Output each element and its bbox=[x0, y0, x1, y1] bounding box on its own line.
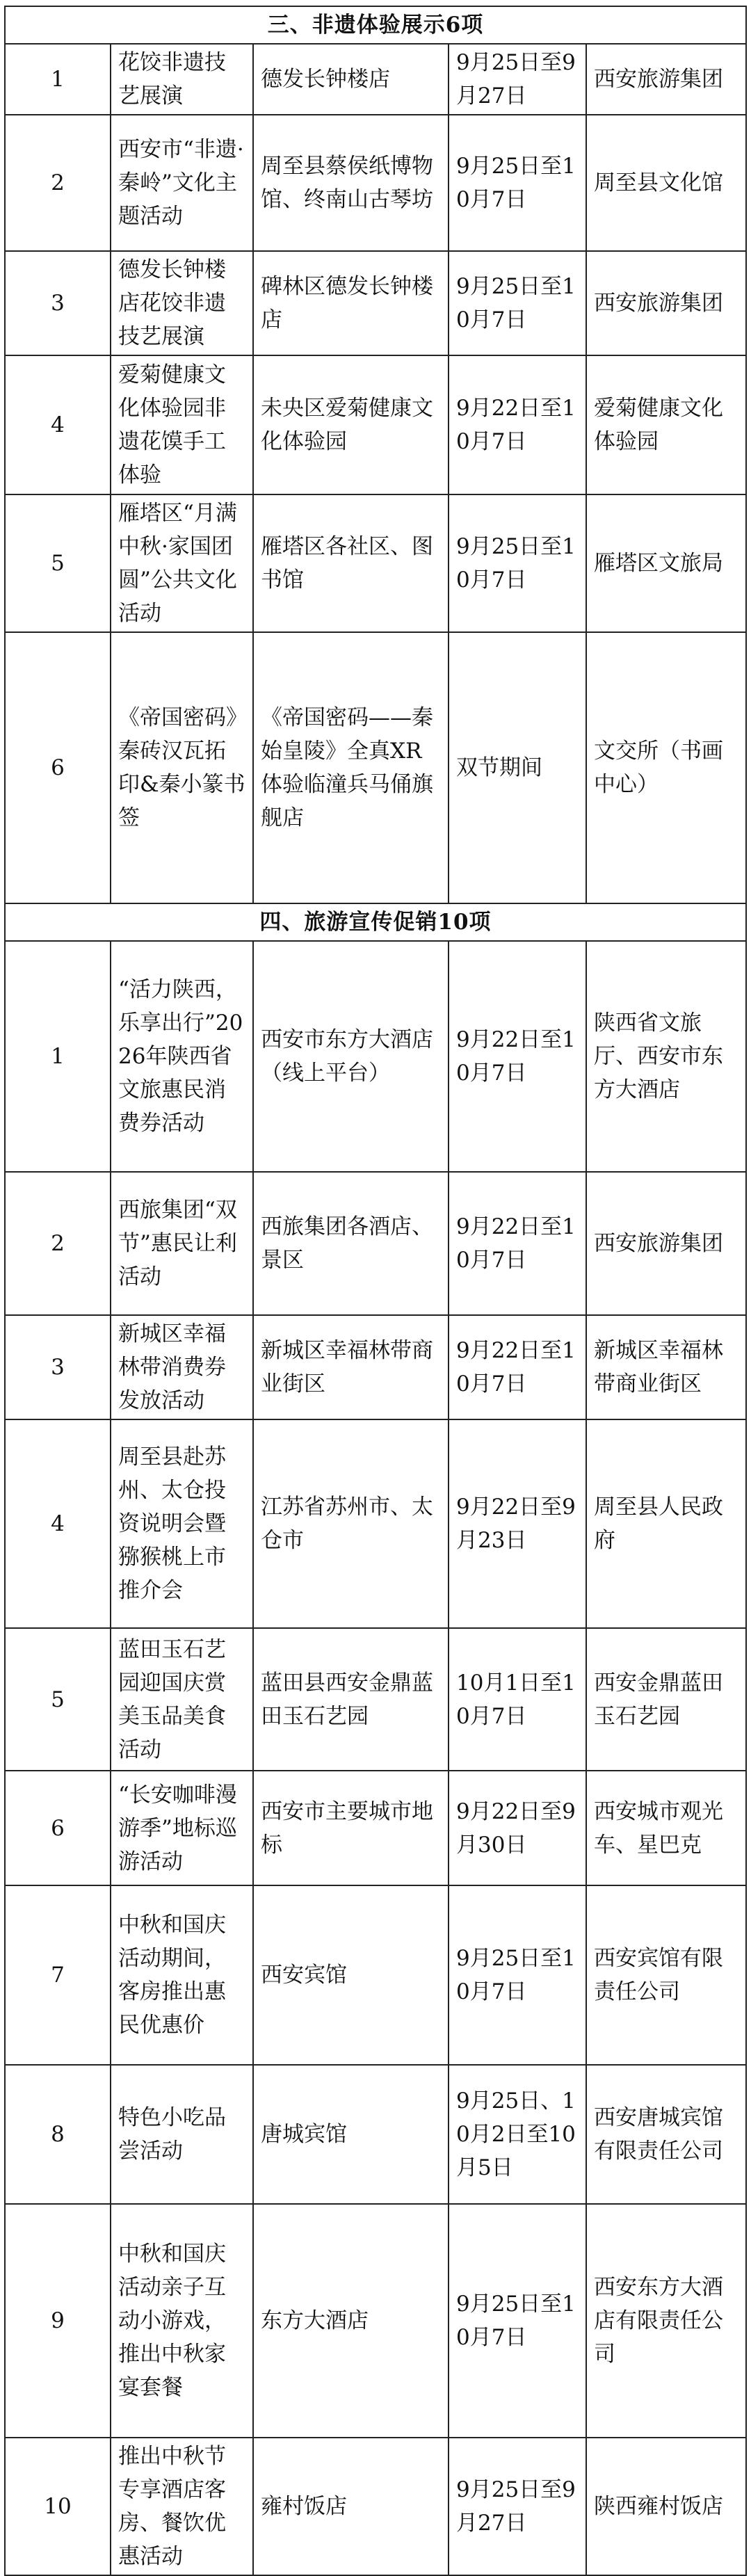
activity-place: 《帝国密码——秦始皇陵》全真XR体验临潼兵马俑旗舰店 bbox=[253, 632, 449, 903]
row-number: 7 bbox=[5, 1885, 111, 2065]
activity-name: 特色小吃品尝活动 bbox=[111, 2065, 253, 2204]
activity-time: 9月22日至10月7日 bbox=[449, 1315, 586, 1419]
activity-name: “长安咖啡漫游季”地标巡游活动 bbox=[111, 1771, 253, 1885]
activity-name: 西安市“非遗·秦岭”文化主题活动 bbox=[111, 115, 253, 251]
activity-time: 9月25日至10月7日 bbox=[449, 1885, 586, 2065]
activity-place: 东方大酒店 bbox=[253, 2204, 449, 2438]
table-row bbox=[5, 941, 746, 1172]
activity-time: 9月22日至10月7日 bbox=[449, 1172, 586, 1315]
activity-name: 蓝田玉石艺园迎国庆赏美玉品美食活动 bbox=[111, 1628, 253, 1771]
activity-organizer: 西安宾馆有限责任公司 bbox=[586, 1885, 746, 2065]
table-row bbox=[5, 355, 746, 494]
activity-place: 未央区爱菊健康文化体验园 bbox=[253, 355, 449, 494]
activity-time: 10月1日至10月7日 bbox=[449, 1628, 586, 1771]
activity-time: 9月25日至10月7日 bbox=[449, 494, 586, 632]
activity-time: 9月25日至10月7日 bbox=[449, 115, 586, 251]
activity-time: 9月25日至9月27日 bbox=[449, 44, 586, 115]
activity-place: 江苏省苏州市、太仓市 bbox=[253, 1419, 449, 1628]
table-row bbox=[5, 1885, 746, 2065]
activity-organizer: 周至县文化馆 bbox=[586, 115, 746, 251]
activity-name: “活力陕西，乐享出行”2026年陕西省文旅惠民消费券活动 bbox=[111, 941, 253, 1172]
activity-place: 唐城宾馆 bbox=[253, 2065, 449, 2204]
section-header-row bbox=[5, 6, 746, 44]
row-number: 5 bbox=[5, 494, 111, 632]
table-row bbox=[5, 2438, 746, 2575]
activity-time: 9月25日、10月2日至10月5日 bbox=[449, 2065, 586, 2204]
activity-organizer: 西安旅游集团 bbox=[586, 1172, 746, 1315]
row-number: 6 bbox=[5, 1771, 111, 1885]
table-row bbox=[5, 1628, 746, 1771]
activity-organizer: 西安城市观光车、星巴克 bbox=[586, 1771, 746, 1885]
activity-place: 周至县蔡侯纸博物馆、终南山古琴坊 bbox=[253, 115, 449, 251]
activity-organizer: 西安东方大酒店有限责任公司 bbox=[586, 2204, 746, 2438]
activity-name: 西旅集团“双节”惠民让利活动 bbox=[111, 1172, 253, 1315]
activity-place: 西安市东方大酒店（线上平台） bbox=[253, 941, 449, 1172]
row-number: 2 bbox=[5, 115, 111, 251]
activity-name: 爱菊健康文化体验园非遗花馍手工体验 bbox=[111, 355, 253, 494]
table-row bbox=[5, 632, 746, 903]
activity-place: 西安宾馆 bbox=[253, 1885, 449, 2065]
table-row bbox=[5, 44, 746, 115]
activity-name: 花饺非遗技艺展演 bbox=[111, 44, 253, 115]
table-row bbox=[5, 2204, 746, 2438]
table-row bbox=[5, 1172, 746, 1315]
activity-organizer: 陕西雍村饭店 bbox=[586, 2438, 746, 2575]
activity-organizer: 陕西省文旅厅、西安市东方大酒店 bbox=[586, 941, 746, 1172]
activity-organizer: 西安唐城宾馆有限责任公司 bbox=[586, 2065, 746, 2204]
row-number: 6 bbox=[5, 632, 111, 903]
table-row bbox=[5, 1315, 746, 1419]
activity-name: 周至县赴苏州、太仓投资说明会暨猕猴桃上市推介会 bbox=[111, 1419, 253, 1628]
activity-place: 西旅集团各酒店、景区 bbox=[253, 1172, 449, 1315]
activity-place: 新城区幸福林带商业街区 bbox=[253, 1315, 449, 1419]
row-number: 10 bbox=[5, 2438, 111, 2575]
activity-time: 9月22日至10月7日 bbox=[449, 941, 586, 1172]
event-table bbox=[4, 6, 747, 2576]
activity-organizer: 西安金鼎蓝田玉石艺园 bbox=[586, 1628, 746, 1771]
section-header-row bbox=[5, 903, 746, 941]
activity-name: 新城区幸福林带消费券发放活动 bbox=[111, 1315, 253, 1419]
activity-time: 双节期间 bbox=[449, 632, 586, 903]
table-row bbox=[5, 115, 746, 251]
row-number: 4 bbox=[5, 1419, 111, 1628]
row-number: 8 bbox=[5, 2065, 111, 2204]
activity-time: 9月25日至10月7日 bbox=[449, 2204, 586, 2438]
activity-organizer: 文交所（书画中心） bbox=[586, 632, 746, 903]
activity-place: 蓝田县西安金鼎蓝田玉石艺园 bbox=[253, 1628, 449, 1771]
activity-organizer: 西安旅游集团 bbox=[586, 44, 746, 115]
activity-name: 雁塔区“月满中秋·家国团圆”公共文化活动 bbox=[111, 494, 253, 632]
row-number: 9 bbox=[5, 2204, 111, 2438]
activity-organizer: 爱菊健康文化体验园 bbox=[586, 355, 746, 494]
table-row bbox=[5, 1771, 746, 1885]
activity-name: 中秋和国庆活动亲子互动小游戏，推出中秋家宴套餐 bbox=[111, 2204, 253, 2438]
activity-organizer: 周至县人民政府 bbox=[586, 1419, 746, 1628]
table-row bbox=[5, 1419, 746, 1628]
activity-time: 9月22日至10月7日 bbox=[449, 355, 586, 494]
activity-organizer: 新城区幸福林带商业街区 bbox=[586, 1315, 746, 1419]
table-row bbox=[5, 494, 746, 632]
row-number: 3 bbox=[5, 251, 111, 355]
row-number: 4 bbox=[5, 355, 111, 494]
activity-place: 西安市主要城市地标 bbox=[253, 1771, 449, 1885]
section-title: 三、非遗体验展示6项 bbox=[5, 6, 746, 44]
activity-time: 9月22日至9月30日 bbox=[449, 1771, 586, 1885]
row-number: 1 bbox=[5, 44, 111, 115]
table-row bbox=[5, 251, 746, 355]
activity-time: 9月25日至9月27日 bbox=[449, 2438, 586, 2575]
activity-name: 推出中秋节专享酒店客房、餐饮优惠活动 bbox=[111, 2438, 253, 2575]
activity-time: 9月22日至9月23日 bbox=[449, 1419, 586, 1628]
section-title: 四、旅游宣传促销10项 bbox=[5, 903, 746, 941]
event-schedule-document bbox=[4, 6, 745, 2576]
activity-organizer: 雁塔区文旅局 bbox=[586, 494, 746, 632]
activity-time: 9月25日至10月7日 bbox=[449, 251, 586, 355]
activity-place: 碑林区德发长钟楼店 bbox=[253, 251, 449, 355]
activity-name: 《帝国密码》秦砖汉瓦拓印&秦小篆书签 bbox=[111, 632, 253, 903]
activity-name: 中秋和国庆活动期间，客房推出惠民优惠价 bbox=[111, 1885, 253, 2065]
row-number: 5 bbox=[5, 1628, 111, 1771]
activity-place: 雍村饭店 bbox=[253, 2438, 449, 2575]
activity-place: 雁塔区各社区、图书馆 bbox=[253, 494, 449, 632]
row-number: 3 bbox=[5, 1315, 111, 1419]
row-number: 1 bbox=[5, 941, 111, 1172]
activity-organizer: 西安旅游集团 bbox=[586, 251, 746, 355]
activity-place: 德发长钟楼店 bbox=[253, 44, 449, 115]
row-number: 2 bbox=[5, 1172, 111, 1315]
activity-name: 德发长钟楼店花饺非遗技艺展演 bbox=[111, 251, 253, 355]
table-row bbox=[5, 2065, 746, 2204]
